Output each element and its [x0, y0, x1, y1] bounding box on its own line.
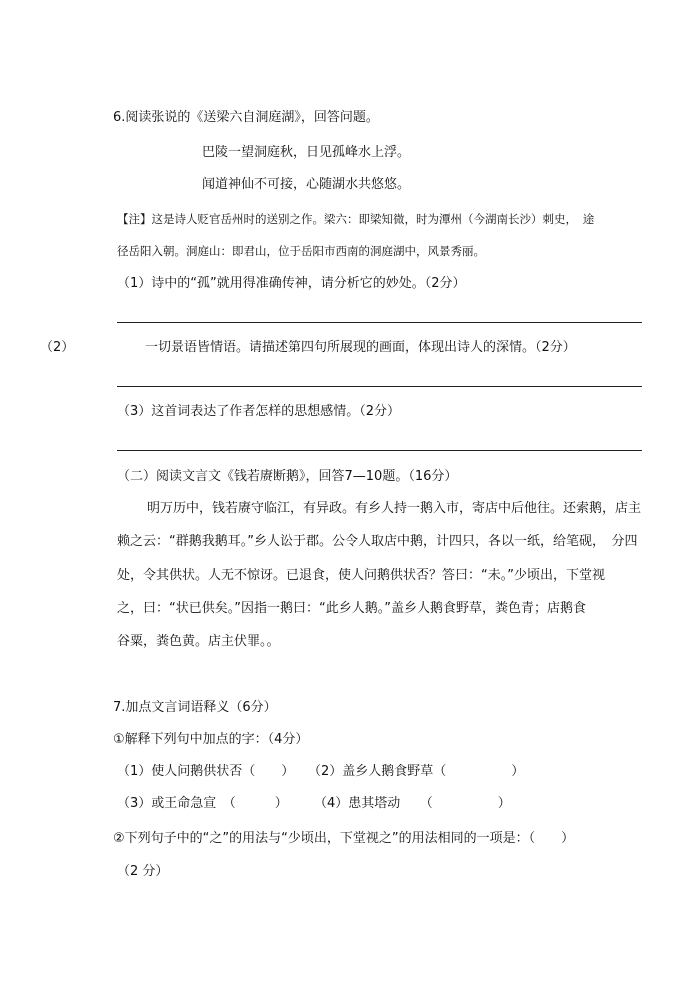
q7-item-1: （1）使人问鹅供状否（ ） [117, 764, 295, 779]
passage-line-5: 谷粟，粪色黄。店主伏罪。。 [117, 634, 280, 649]
section2-heading: （二）阅读文言文《钱若赓断鹅》，回答7—10题。（16分） [117, 469, 458, 484]
answer-line-3 [117, 450, 642, 451]
q7-part-2: ②下列句子中的“之”的用法与“少顷出，下堂视之”的用法相同的一项是：（ ） [113, 831, 575, 846]
answer-line-1 [117, 322, 642, 323]
q7-item-4: （4）患其塔动 （ ） [314, 796, 511, 811]
annotation-line-1: 【注】这是诗人贬官岳州时的送别之作。梁六：即梁知微，时为潭州（今湖南长沙）刺史， 途 [117, 212, 595, 226]
q6-sub-question-2: 一切景语皆情语。请描述第四句所展现的画面，体现出诗人的深情。（2分） [145, 340, 576, 355]
answer-line-2 [117, 386, 642, 387]
passage-line-1: 明万历中，钱若赓守临江，有异政。有乡人持一鹅入市，寄店中后他往。还索鹅，店主 [147, 501, 642, 516]
poem-line-2: 闻道神仙不可接，心随湖水共悠悠。 [202, 177, 411, 192]
q6-sub-question-1: （1）诗中的“孤”就用得准确传神，请分析它的妙处。（2分） [117, 276, 466, 291]
passage-line-3: 处，令其供状。人无不惊讶。已退食，使人问鹅供状否？答曰：“未。”少顷出，下堂视 [117, 568, 605, 583]
passage-line-4: 之，曰：“状已供矣。”因指一鹅曰：“此乡人鹅。”盖乡人鹅食野草，粪色青；店鹅食 [117, 601, 586, 616]
passage-line-2: 赖之云：“群鹅我鹅耳。”乡人讼于郡。公令人取店中鹅，计四只，各以一纸，给笔砚， 分四 [117, 534, 638, 549]
q7-part-2-score: （2 分） [117, 864, 169, 879]
q6-sub-question-3: （3）这首词表达了作者怎样的思想感情。（2分） [117, 404, 401, 419]
q6-heading: 6.阅读张说的《送梁六自洞庭湖》，回答问题。 [113, 110, 379, 125]
q6-sub-question-2-number: （2） [40, 340, 75, 355]
poem-line-1: 巴陵一望洞庭秋，日见孤峰水上浮。 [202, 145, 411, 160]
q7-item-3: （3）或王命急宣 （ ） [117, 796, 288, 811]
q7-part-1: ①解释下列句中加点的字：（4分） [113, 732, 309, 747]
annotation-line-2: 径岳阳入朝。洞庭山：即君山，位于岳阳市西南的洞庭湖中，风景秀丽。 [117, 244, 485, 258]
q7-heading: 7.加点文言词语释义（6分） [113, 700, 277, 715]
q7-item-2: （2）盖乡人鹅食野草（ ） [308, 764, 525, 779]
